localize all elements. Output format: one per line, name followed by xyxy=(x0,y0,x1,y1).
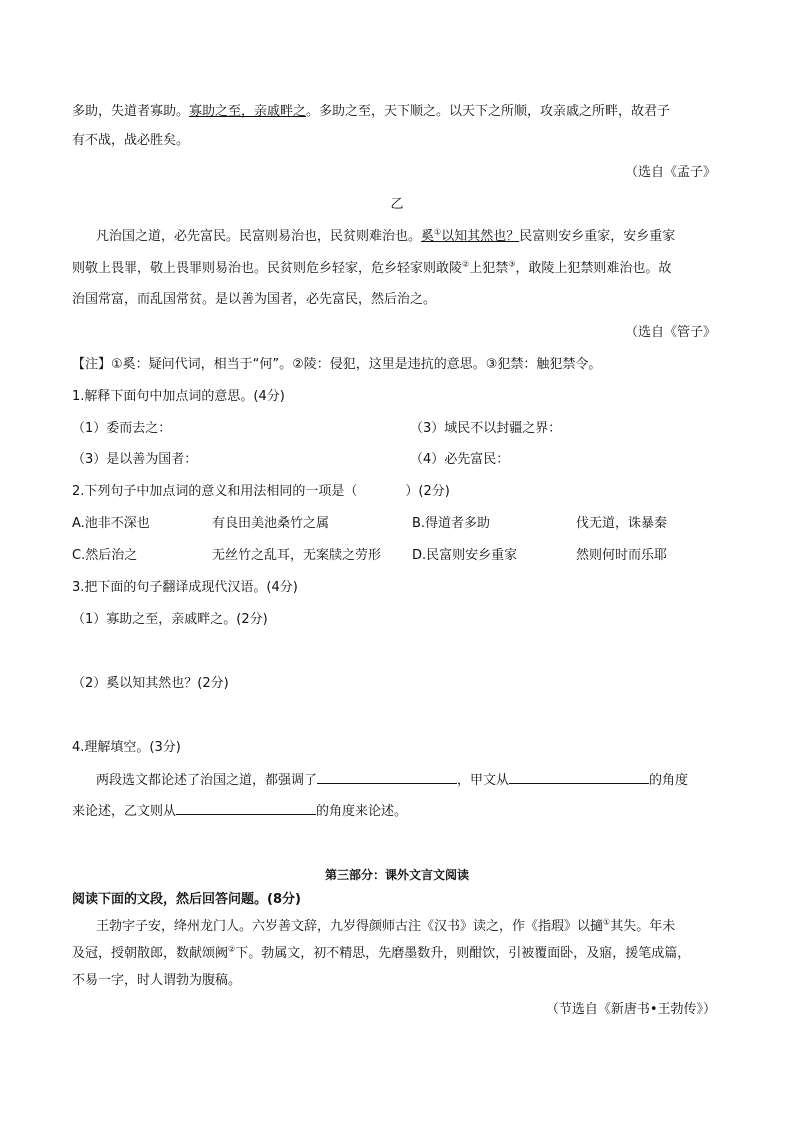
yi-heading: 乙 xyxy=(390,197,404,212)
q2-option-a1: A.池非不深也 xyxy=(72,516,150,531)
jia-line-2: 有不战，战必胜矣。 xyxy=(72,133,190,148)
q4-text: ，甲文从 xyxy=(457,773,510,788)
footnote-mark: ② xyxy=(462,259,470,269)
yi-text: 民富则安乡重家，安乡重家 xyxy=(519,229,676,244)
q3-item-2: （2）奚以知其然也？(2分) xyxy=(72,676,229,691)
yi-line-1 xyxy=(96,228,722,246)
q2-title-text: ）(2分) xyxy=(405,484,450,499)
q4-text: 两段选文都论述了治国之道，都强调了 xyxy=(96,773,318,788)
footnote-mark: ① xyxy=(434,227,442,237)
q2-option-d2: 然则何时而乐耶 xyxy=(576,548,668,563)
part3-line-1 xyxy=(96,918,722,936)
yi-text: 凡治国之道，必先富民。民富则易治也，民贫则难治也。 xyxy=(96,229,422,244)
q1-item-3: （3）是以善为国者： xyxy=(72,452,198,467)
fill-blank-3[interactable] xyxy=(176,802,316,815)
q2-option-b2: 伐无道，诛暴秦 xyxy=(576,516,668,531)
fill-blank-2[interactable] xyxy=(509,771,649,784)
jia-source: （选自《孟子》 xyxy=(624,165,716,180)
q4-text: 的角度来论述。 xyxy=(316,804,408,819)
yi-source: （选自《管子》 xyxy=(624,325,716,340)
q4-text: 的角度 xyxy=(649,773,689,788)
notes: 【注】①奚：疑问代词，相当于“何”。②陵：侵犯，这里是违抗的意思。③犯禁：触犯禁令。 xyxy=(72,357,602,372)
part3-text: 下。勃属文，初不精思，先磨墨数升，则酣饮，引被覆面卧，及寤，援笔成篇， xyxy=(235,946,691,961)
jia-text: 。多助之至，天下顺之。以天下之所顺，攻亲戚之所畔，故君子 xyxy=(306,104,671,119)
part3-text: 及冠，授朝散郎，数献颂阙 xyxy=(72,946,229,961)
part3-source: （节选自《新唐书•王勃传》） xyxy=(545,1002,716,1017)
jia-underlined-sentence: 寡助之至，亲戚畔之 xyxy=(189,104,307,119)
q1-item-2: （3）域民不以封疆之界： xyxy=(410,421,562,436)
yi-text: 上犯禁 xyxy=(469,261,509,276)
q4-title: 4.理解填空。(3分) xyxy=(72,740,181,755)
part3-instruction: 阅读下面的文段，然后回答问题。(8分) xyxy=(72,892,301,907)
q4-line-2 xyxy=(72,802,722,821)
q2-option-a2: 有良田美池桑竹之属 xyxy=(212,516,330,531)
q1-item-1: （1）委而去之： xyxy=(72,421,172,436)
part3-text: 王勃字子安，绛州龙门人。六岁善文辞，九岁得颜师古注《汉书》读之，作《指瑕》以擿 xyxy=(96,919,604,934)
q2-option-c1: C.然后治之 xyxy=(72,548,138,563)
q3-title: 3.把下面的句子翻译成现代汉语。(4分) xyxy=(72,580,298,595)
q2-title xyxy=(72,483,722,501)
q3-item-1: （1）寡助之至，亲戚畔之。(2分) xyxy=(72,612,268,627)
q2-option-b1: B.得道者多助 xyxy=(412,516,491,531)
q4-text: 来论述，乙文则从 xyxy=(72,804,177,819)
q2-title-text: 2.下列句子中加点词的意义和用法相同的一项是（ xyxy=(72,484,358,499)
yi-text: 以知其然也？ xyxy=(441,229,520,244)
q1-item-4: （4）必先富民： xyxy=(410,452,510,467)
q1-title: 1.解释下面句中加点词的意思。(4分) xyxy=(72,389,285,404)
q2-option-c2: 无丝竹之乱耳，无案牍之劳形 xyxy=(212,548,382,563)
part3-line-3: 不易一字，时人谓勃为腹稿。 xyxy=(72,973,242,988)
footnote-mark: ② xyxy=(228,944,236,954)
footnote-mark: ① xyxy=(603,917,611,927)
yi-text: ，敢陵上犯禁则难治也。故 xyxy=(515,261,672,276)
part3-heading: 第三部分：课外文言文阅读 xyxy=(324,868,469,882)
yi-line-2 xyxy=(72,260,722,278)
part3-text: 其失。年未 xyxy=(610,919,676,934)
q4-line-1 xyxy=(96,771,722,790)
yi-line-3: 治国常富，而乱国常贫。是以善为国者，必先富民，然后治之。 xyxy=(72,292,437,307)
yi-underlined-question xyxy=(421,229,519,244)
jia-line-1 xyxy=(72,103,722,121)
fill-blank-1[interactable] xyxy=(317,771,457,784)
q2-option-d1: D.民富则安乡重家 xyxy=(412,548,518,563)
part3-line-2 xyxy=(72,945,722,963)
yi-text: 奚 xyxy=(421,229,435,244)
yi-text: 则敬上畏罪，敬上畏罪则易治也。民贫则危乡轻家，危乡轻家则敢陵 xyxy=(72,261,463,276)
jia-text: 多助，失道者寡助。 xyxy=(72,104,190,119)
footnote-mark: ③ xyxy=(508,259,516,269)
